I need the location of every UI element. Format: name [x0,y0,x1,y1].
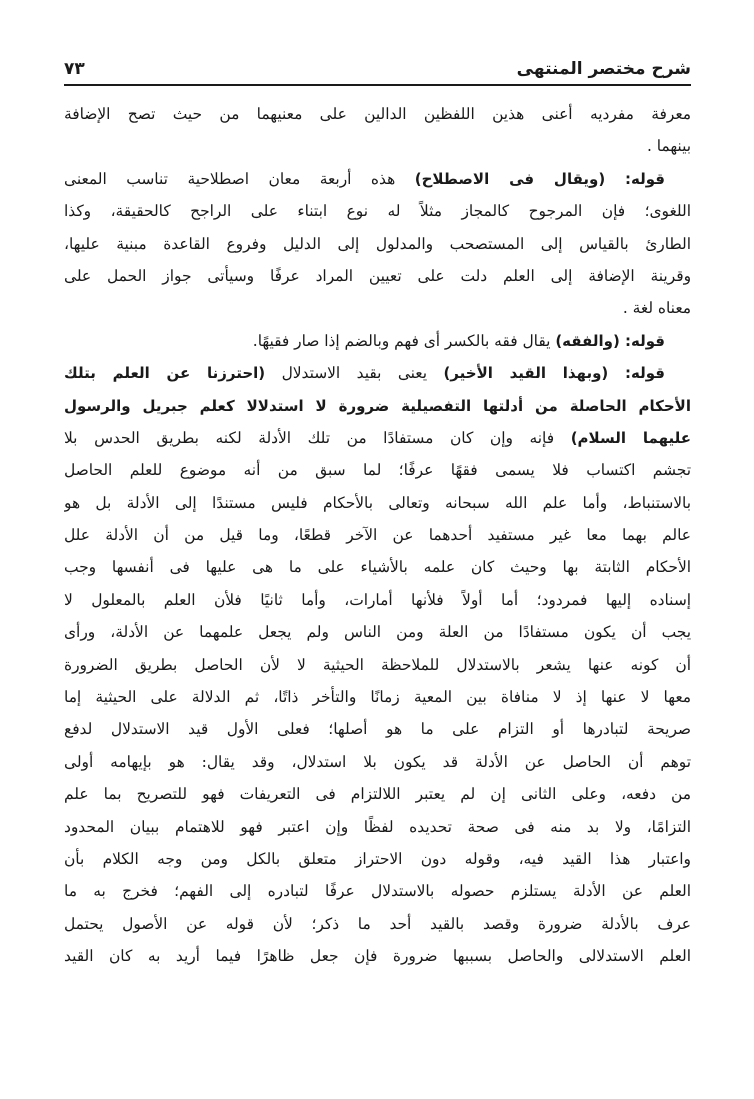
text-run: الطارئ بالقياس إلى المستصحب والمدلول إلى الدليل وفروع القاعدة مبنية عليها، [64,234,691,253]
text-line [64,908,691,940]
text-run: بالاستنباط، وأما علم الله سبحانه وتعالى بالأحكام فليس مستندًا إلى الأدلة بل هو [64,493,691,512]
text-run: هذه أربعة معان اصطلاحية تناسب المعنى [64,169,415,188]
text-run: وقرينة الإضافة إلى العلم دلت على تعيين المراد عرفًا وسيأتى جواز الحمل على [64,266,691,285]
text-line [64,325,691,357]
quoted-matn: الأحكام الحاصلة من أدلتها التفصيلية ضرورة لا استدلالا كعلم جبريل والرسول [64,396,691,415]
text-line [64,195,691,227]
text-line [64,454,691,486]
quoted-matn: (احترزنا عن العلم بتلك [64,364,266,383]
text-run: عالم بهما معا غير مستفيد أحدهما عن الآخر قطعًا، وما قيل من أن الأدلة علل [64,526,691,545]
text-line [64,778,691,810]
qawluhu-label: قوله: [619,331,665,350]
text-line [64,163,691,195]
text-line [64,130,691,162]
text-run: تجشم اكتساب فلا يسمى فقهًا عرفًا؛ لما سبق من أنه موضوع للعلم الحاصل [64,461,691,480]
text-line [64,649,691,681]
text-line [64,260,691,292]
page-number: ٧٣ [64,59,85,79]
text-line [64,843,691,875]
text-line [64,746,691,778]
text-line [64,228,691,260]
text-run: العلم عن الأدلة يستلزم حصوله بالاستدلال عرفًا لتبادره إلى الفهم؛ فخرج به ما [64,882,691,901]
text-run: معناه لغة . [622,299,691,318]
text-run: صريحة لتبادرها أو التزام على ما هو أصلها؛ فعلى الأول قيد الاستدلال لدفع [64,720,691,739]
text-line [64,519,691,551]
text-run: التزامًا، ولا بد منه فى صحة تحديده لفظًا وإن اعتبر فهو للاهتمام ببيان المحدود [64,817,691,836]
text-run: أن كونه عنها يشعر بالاستدلال للملاحظة الحيثية لا لأن الحاصل بطريق الضرورة [64,655,691,674]
commentary-text [64,98,691,973]
text-line [64,487,691,519]
quoted-matn: (والفقه) [555,331,620,350]
text-line [64,811,691,843]
text-line [64,616,691,648]
text-line [64,940,691,972]
text-run: الأحكام الثابتة بها وحيث كان علمه بالأشياء على ما هى عليها فى أنفسها وجب [64,558,691,577]
text-line [64,713,691,745]
text-line [64,292,691,324]
qawluhu-label: قوله: [605,169,666,188]
text-run: واعتبار هذا القيد فيه، وقوله دون الاحتراز متعلق بالكل ومن وجه الكلام بأن [64,849,691,868]
text-line [64,390,691,422]
text-line [64,422,691,454]
text-run: عرف بالأدلة ضرورة وقصد بالقيد أحد ما ذكر؛ لأن قوله عن الأصول يحتمل [64,914,691,933]
text-run: يجب أن يكون مستفادًا من العلة ومن الناس ولم يجعل علمهما عن الأدلة، ورأى [64,623,691,642]
document-page [64,50,691,973]
text-run: توهم أن الحاصل عن الأدلة قد يكون بلا استدلال، وقد يقال: هو بإيهامه أولى [64,752,691,771]
text-run: إسناده إليها فمردود؛ أما أولاً فلأنها أمارات، وأما ثانيًا فلأن العلم بالمعلول لا [64,590,691,609]
text-run: معرفة مفرديه أعنى هذين اللفظين الدالين على معنيهما من حيث تصح الإضافة [64,105,691,123]
qawluhu-label: قوله: [608,364,665,383]
book-title: شرح مختصر المنتهى [516,59,691,79]
running-header [64,50,691,86]
text-line [64,357,691,389]
text-run: يعنى بقيد الاستدلال [265,364,444,383]
text-run: اللغوى؛ فإن المرجوح كالمجاز مثلاً له نوع ابتناء على الراجح كالحقيقة، وكذا [64,202,691,221]
quoted-matn: (وبهذا القيد الأخير) [443,364,609,383]
text-run: بينهما . [646,137,691,156]
text-line [64,98,691,130]
text-run: فإنه وإن كان مستفادًا من تلك الأدلة لكنه بطريق الحدس بلا [64,428,571,447]
text-line [64,584,691,616]
text-run: معها لا عنها إذ لا منافاة بين المعية زمانًا والتأخر ذاتًا، ثم الدلالة على الحيثية إما [64,688,691,707]
quoted-matn: (ويقال فى الاصطلاح) [414,169,606,188]
text-line [64,681,691,713]
text-line [64,875,691,907]
text-run: العلم الاستدلالى والحاصل بسببها ضرورة فإن جعل ظاهرًا فيما أريد به كان القيد [64,947,691,966]
quoted-matn: عليهما السلام) [570,428,691,447]
text-run: من دفعه، وعلى الثانى إن لم يعتبر اللالتزام فى التعريفات فهو للتصريح بما علم [64,785,691,804]
text-line [64,551,691,583]
text-run: يقال فقه بالكسر أى فهم وبالضم إذا صار فقيهًا. [252,331,556,350]
